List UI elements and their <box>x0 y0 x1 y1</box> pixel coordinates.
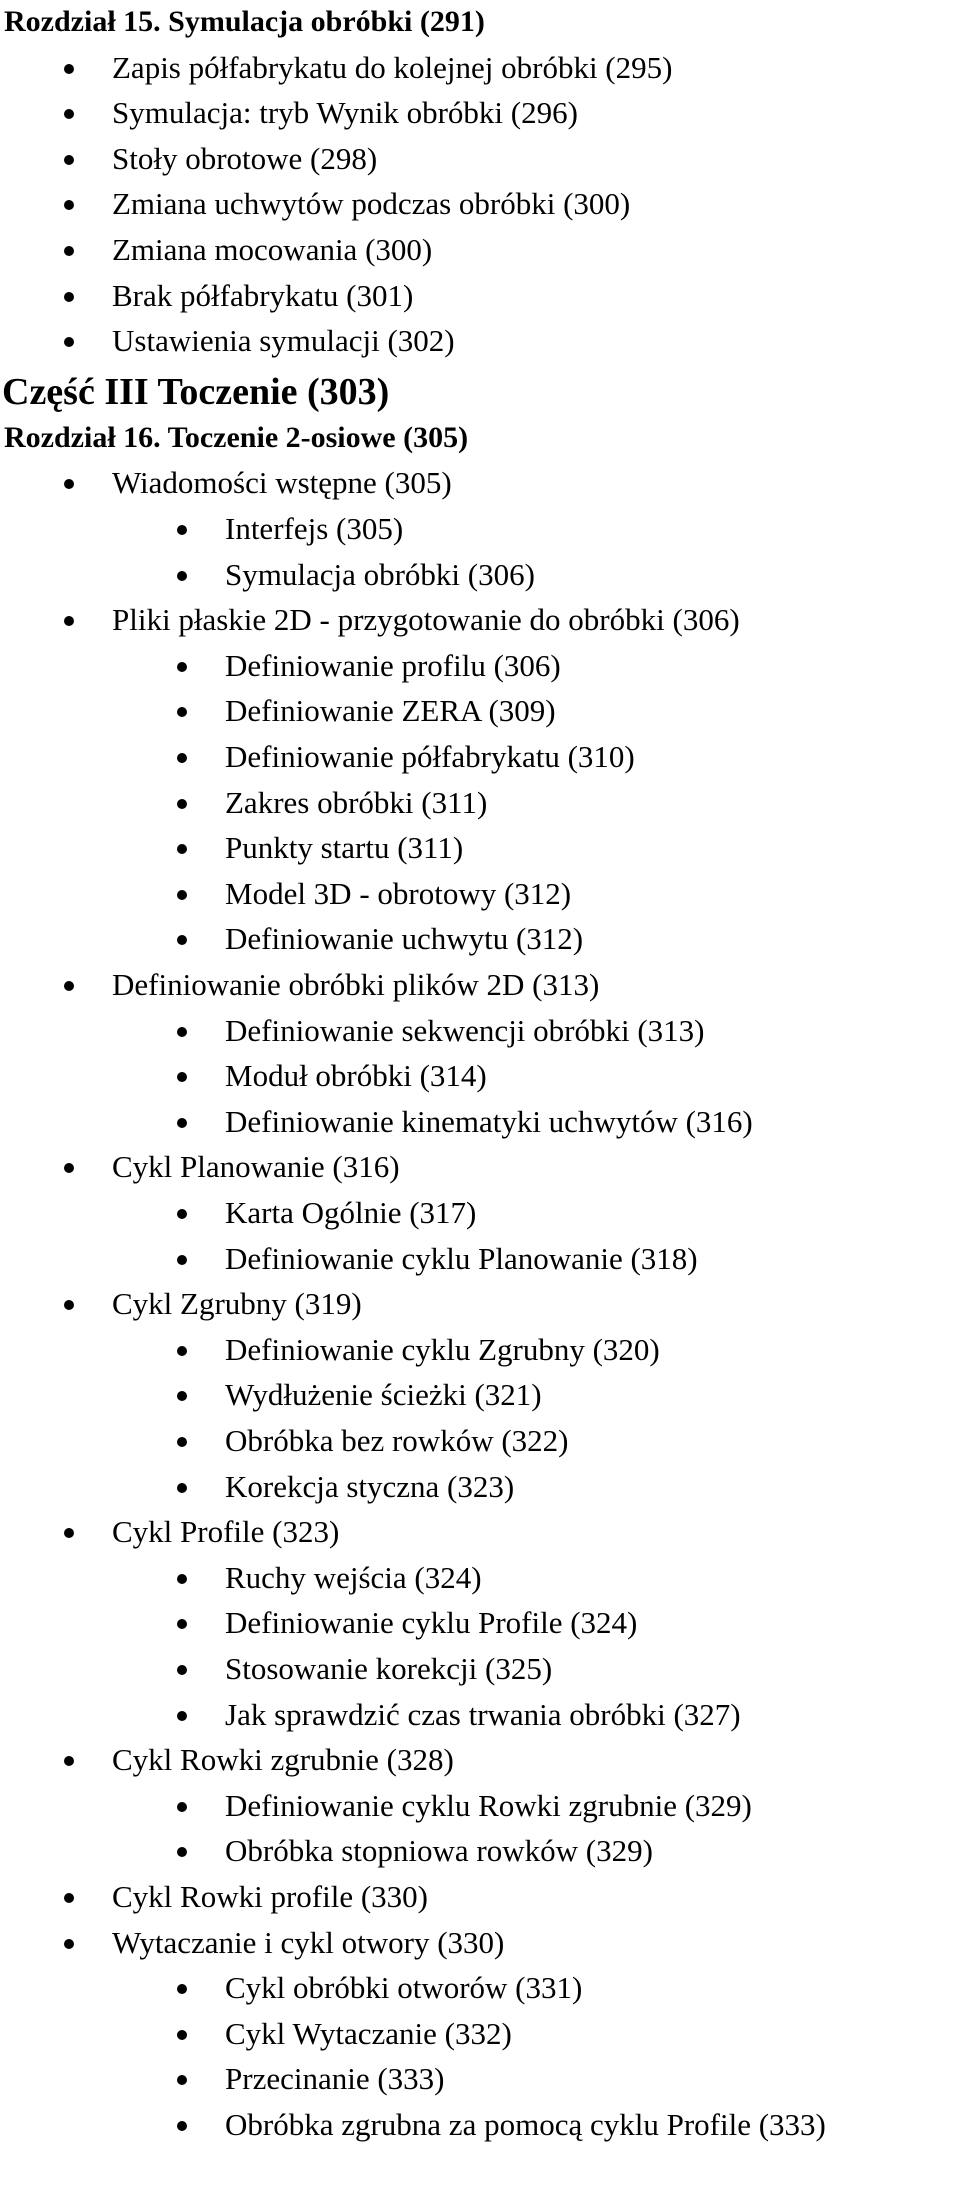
bullet-icon <box>177 2075 187 2085</box>
bullet-icon <box>177 525 187 535</box>
bullet-icon <box>64 155 74 165</box>
toc-item <box>0 318 960 364</box>
toc-item-label: Definiowanie półfabrykatu (310) <box>225 739 635 774</box>
bullet-icon <box>177 1483 187 1493</box>
bullet-icon <box>177 890 187 900</box>
toc-item <box>0 1600 960 1646</box>
toc-item <box>0 1737 960 1783</box>
toc-item-label: Obróbka bez rowków (322) <box>225 1423 569 1458</box>
toc-item-label: Zmiana uchwytów podczas obróbki (300) <box>112 186 631 222</box>
toc-item-label: Definiowanie cyklu Rowki zgrubnie (329) <box>225 1787 752 1823</box>
toc-item <box>0 1144 960 1190</box>
toc-item-label: Zmiana mocowania (300) <box>112 232 433 267</box>
toc-item-label: Cykl Profile (323) <box>112 1514 340 1550</box>
bullet-icon <box>177 571 187 581</box>
toc-item-label: Cykl Wytaczanie (332) <box>225 2015 512 2051</box>
bullet-icon <box>64 616 74 626</box>
toc-item <box>0 1646 960 1692</box>
bullet-icon <box>177 1847 187 1857</box>
toc-item <box>0 688 960 734</box>
toc-item-label: Definiowanie cyklu Zgrubny (320) <box>225 1331 660 1367</box>
bullet-icon <box>177 1255 187 1265</box>
toc-item-label: Cykl Planowanie (316) <box>112 1149 400 1185</box>
toc-item <box>0 1828 960 1874</box>
toc-item-label: Punkty startu (311) <box>225 830 464 866</box>
bullet-icon <box>177 1346 187 1356</box>
toc-item <box>0 90 960 136</box>
toc-item <box>0 1236 960 1282</box>
toc-item-label: Symulacja obróbki (306) <box>225 556 535 592</box>
toc-item <box>0 1053 960 1099</box>
bullet-icon <box>177 707 187 717</box>
toc-item <box>0 460 960 506</box>
toc-item <box>0 506 960 552</box>
toc-item-label: Definiowanie profilu (306) <box>225 647 561 683</box>
bullet-icon <box>64 1528 74 1538</box>
toc-item-label: Moduł obróbki (314) <box>225 1058 487 1094</box>
toc-item <box>0 916 960 962</box>
toc-item <box>0 1372 960 1418</box>
chapter-heading: Rozdział 16. Toczenie 2-osiowe (305) <box>4 420 469 454</box>
toc-item-label: Cykl Rowki zgrubnie (328) <box>112 1742 454 1778</box>
toc-item <box>0 552 960 598</box>
bullet-icon <box>177 935 187 945</box>
toc-item <box>0 136 960 182</box>
bullet-icon <box>177 1665 187 1675</box>
toc-item-label: Przecinanie (333) <box>225 2061 445 2097</box>
chapter-heading: Rozdział 15. Symulacja obróbki (291) <box>4 5 485 38</box>
bullet-icon <box>177 1619 187 1629</box>
bullet-icon <box>64 200 74 210</box>
toc-item <box>0 2102 960 2148</box>
part-heading: Część III Toczenie (303) <box>2 370 390 413</box>
toc-item-label: Karta Ogólnie (317) <box>225 1195 477 1230</box>
toc-item <box>0 734 960 780</box>
toc-item <box>0 1783 960 1829</box>
toc-item <box>0 1464 960 1510</box>
bullet-icon <box>64 1163 74 1173</box>
toc-item <box>0 825 960 871</box>
toc-item <box>0 2011 960 2057</box>
toc-item-label: Cykl Zgrubny (319) <box>112 1286 362 1322</box>
bullet-icon <box>64 1756 74 1766</box>
toc-item <box>0 45 960 91</box>
bullet-icon <box>64 1893 74 1903</box>
toc-item-label: Cykl obróbki otworów (331) <box>225 1970 583 2006</box>
toc-item <box>0 1509 960 1555</box>
toc-item-label: Wytaczanie i cykl otwory (330) <box>112 1924 505 1960</box>
toc-item-label: Definiowanie cyklu Planowanie (318) <box>225 1240 698 1276</box>
toc-item-label: Zapis półfabrykatu do kolejnej obróbki (295) <box>112 49 673 85</box>
toc-item <box>0 1190 960 1236</box>
bullet-icon <box>64 64 74 74</box>
bullet-icon <box>177 1072 187 1082</box>
toc-item-label: Definiowanie ZERA (309) <box>225 693 556 729</box>
toc-item-label: Symulacja: tryb Wynik obróbki (296) <box>112 95 578 131</box>
toc-item-label: Wiadomości wstępne (305) <box>112 465 452 501</box>
toc-item-label: Cykl Rowki profile (330) <box>112 1879 428 1914</box>
toc-item-label: Ruchy wejścia (324) <box>225 1559 482 1595</box>
toc-item <box>0 2056 960 2102</box>
toc-item-label: Definiowanie obróbki plików 2D (313) <box>112 967 600 1002</box>
bullet-icon <box>177 753 187 763</box>
toc-item-label: Definiowanie sekwencji obróbki (313) <box>225 1012 705 1048</box>
toc-item <box>0 1555 960 1601</box>
bullet-icon <box>177 1437 187 1447</box>
bullet-icon <box>64 981 74 991</box>
toc-item <box>0 1920 960 1966</box>
toc-item-label: Definiowanie cyklu Profile (324) <box>225 1605 638 1641</box>
toc-item <box>0 871 960 917</box>
bullet-icon <box>64 1300 74 1310</box>
bullet-icon <box>177 1027 187 1037</box>
toc-item-label: Wydłużenie ścieżki (321) <box>225 1377 542 1413</box>
toc-item-label: Stosowanie korekcji (325) <box>225 1651 553 1686</box>
toc-item <box>0 1099 960 1145</box>
bullet-icon <box>64 1939 74 1949</box>
toc-item-label: Obróbka stopniowa rowków (329) <box>225 1833 653 1869</box>
bullet-icon <box>64 246 74 256</box>
toc-item-label: Jak sprawdzić czas trwania obróbki (327) <box>225 1696 741 1732</box>
toc-item-label: Definiowanie uchwytu (312) <box>225 921 584 957</box>
toc-item-label: Stoły obrotowe (298) <box>112 140 378 176</box>
toc-item <box>0 1874 960 1920</box>
toc-item <box>0 1008 960 1054</box>
toc-item <box>0 1327 960 1373</box>
bullet-icon <box>177 799 187 809</box>
toc-item <box>0 597 960 643</box>
toc-item <box>0 1418 960 1464</box>
toc-item <box>0 181 960 227</box>
toc-item-label: Zakres obróbki (311) <box>225 784 488 820</box>
toc-item-label: Model 3D - obrotowy (312) <box>225 875 572 911</box>
toc-item-label: Pliki płaskie 2D - przygotowanie do obróbki (306) <box>112 602 740 638</box>
toc-item-label: Definiowanie kinematyki uchwytów (316) <box>225 1103 753 1139</box>
bullet-icon <box>64 337 74 347</box>
toc-item-label: Interfejs (305) <box>225 511 404 546</box>
bullet-icon <box>177 1209 187 1219</box>
toc-item <box>0 780 960 826</box>
bullet-icon <box>64 479 74 489</box>
toc-item <box>0 962 960 1008</box>
toc-item-label: Ustawienia symulacji (302) <box>112 323 455 359</box>
bullet-icon <box>177 1984 187 1994</box>
bullet-icon <box>177 662 187 672</box>
toc-item-label: Brak półfabrykatu (301) <box>112 277 414 313</box>
toc-item-label: Korekcja styczna (323) <box>225 1468 515 1504</box>
bullet-icon <box>177 1391 187 1401</box>
toc-item <box>0 273 960 319</box>
bullet-icon <box>177 1711 187 1721</box>
bullet-icon <box>177 1574 187 1584</box>
bullet-icon <box>177 844 187 854</box>
toc-item <box>0 227 960 273</box>
toc-item <box>0 1281 960 1327</box>
bullet-icon <box>177 1802 187 1812</box>
bullet-icon <box>64 292 74 302</box>
toc-item <box>0 1965 960 2011</box>
toc-item <box>0 1692 960 1738</box>
toc-item-label: Obróbka zgrubna za pomocą cyklu Profile (333) <box>225 2107 826 2142</box>
bullet-icon <box>177 2030 187 2040</box>
bullet-icon <box>177 2121 187 2131</box>
toc-item <box>0 643 960 689</box>
bullet-icon <box>177 1118 187 1128</box>
bullet-icon <box>64 109 74 119</box>
